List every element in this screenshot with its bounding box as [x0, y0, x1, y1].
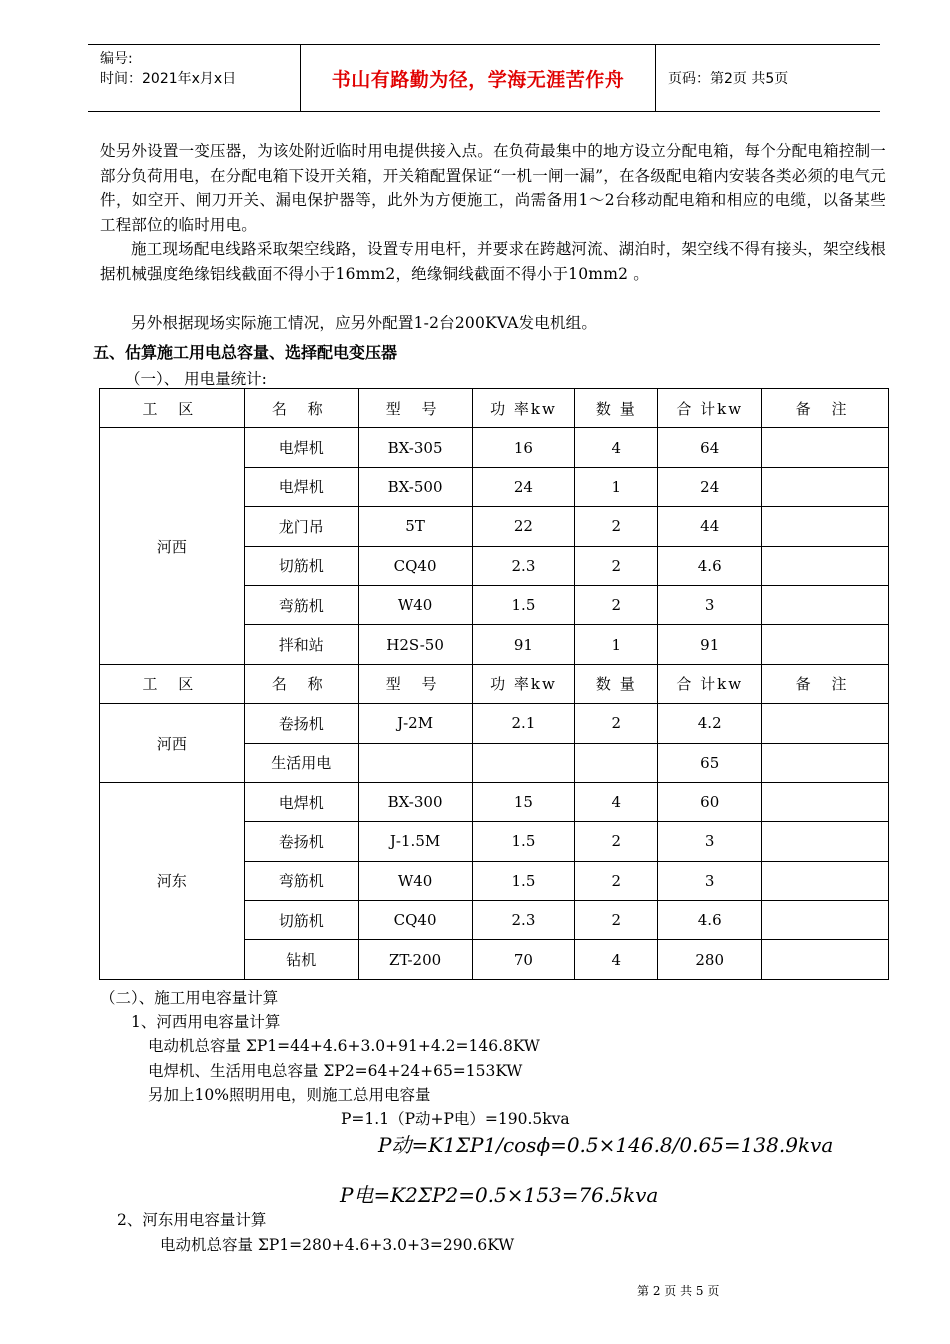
table-cell: 1.5	[472, 861, 575, 900]
table-cell	[762, 782, 889, 821]
header-cell: 备 注	[762, 664, 889, 703]
table-cell	[762, 901, 889, 940]
header-cell: 功 率kw	[472, 389, 575, 428]
table-cell	[762, 625, 889, 664]
table-row	[100, 782, 889, 821]
table-cell: 3	[658, 861, 762, 900]
table-cell: 91	[472, 625, 575, 664]
table-cell	[762, 428, 889, 467]
table-cell	[762, 861, 889, 900]
zone-cell: 河西	[100, 704, 245, 783]
paragraph-1: 处另外设置一变压器，为该处附近临时用电提供接入点。在负荷最集中的地方设立分配电箱，每个分配电箱控制一部分负荷用电，在分配电箱下设开关箱，开关箱配置保证“一机一闸一漏”，在各级配电箱内安装各类必须的电气元件，如空开、闸刀开关、漏电保护器等，此外为方便施工，尚需备用1～2台移动配电箱和相应的电缆，以备某些工程部位的临时用电。	[100, 142, 886, 234]
table-cell: J-2M	[358, 704, 472, 743]
table-row	[100, 428, 889, 467]
table-cell: 24	[472, 467, 575, 506]
table-cell	[762, 743, 889, 782]
table-cell: 15	[472, 782, 575, 821]
table-cell: BX-305	[358, 428, 472, 467]
table-cell: 2	[575, 546, 658, 585]
table-cell: 钻机	[244, 940, 358, 979]
table-cell: 5T	[358, 507, 472, 546]
header-meta	[88, 45, 300, 111]
table-cell	[762, 940, 889, 979]
table-cell	[762, 546, 889, 585]
table-header-row	[100, 389, 889, 428]
table-cell: 2	[575, 585, 658, 624]
table-cell: 4	[575, 940, 658, 979]
table-cell: 2	[575, 901, 658, 940]
table-cell: 16	[472, 428, 575, 467]
section-title: 五、估算施工用电总容量、选择配电变压器	[93, 343, 398, 362]
calc-item-hexi: 1、河西用电容量计算	[131, 1013, 281, 1031]
time-label: 时间：2021年x月x日	[100, 71, 237, 87]
table-cell	[762, 467, 889, 506]
table-cell: 24	[658, 467, 762, 506]
table-cell: 280	[658, 940, 762, 979]
calc-line-total: P=1.1（P动+P电）=190.5kva	[341, 1110, 570, 1128]
table-cell	[762, 585, 889, 624]
table-cell: 2	[575, 822, 658, 861]
table-cell: 22	[472, 507, 575, 546]
sub-title-calculation: （二）、施工用电容量计算	[100, 989, 279, 1007]
table-cell: 电焊机	[244, 782, 358, 821]
table-cell	[762, 507, 889, 546]
table-cell: 3	[658, 585, 762, 624]
table-cell: 1.5	[472, 822, 575, 861]
table-cell: 弯筋机	[244, 861, 358, 900]
table-cell: 卷扬机	[244, 822, 358, 861]
formula-electric: P电=K2ΣP2=0.5×153=76.5kva	[340, 1183, 659, 1207]
header-cell: 工 区	[100, 664, 245, 703]
table-cell: 2	[575, 861, 658, 900]
power-usage-table	[99, 388, 889, 980]
table-cell: CQ40	[358, 901, 472, 940]
table-cell: 2	[575, 704, 658, 743]
header-cell: 合 计kw	[658, 389, 762, 428]
table-cell: 60	[658, 782, 762, 821]
table-cell: 4	[575, 428, 658, 467]
formula-motor: P动=K1ΣP1/cosϕ=0.5×146.8/0.65=138.9kva	[378, 1133, 834, 1157]
header-cell: 名 称	[244, 664, 358, 703]
table-cell	[762, 822, 889, 861]
page-footer: 第 2 页 共 5 页	[637, 1284, 720, 1298]
number-label: 编号:	[100, 51, 133, 67]
table-cell: 龙门吊	[244, 507, 358, 546]
table-cell	[472, 743, 575, 782]
zone-cell: 河西	[100, 428, 245, 664]
table-cell: J-1.5M	[358, 822, 472, 861]
calc-line-motor-total-hedong: 电动机总容量 ΣP1=280+4.6+3.0+3=290.6KW	[160, 1236, 515, 1254]
table-cell: 2	[575, 507, 658, 546]
table-cell: 电焊机	[244, 428, 358, 467]
table-cell	[358, 743, 472, 782]
header-cell: 数 量	[575, 389, 658, 428]
table-cell: H2S-50	[358, 625, 472, 664]
header-cell: 名 称	[244, 389, 358, 428]
table-cell: 切筋机	[244, 901, 358, 940]
sub-title-statistics: （一）、 用电量统计:	[125, 370, 267, 388]
table-cell: 44	[658, 507, 762, 546]
table-cell: 1.5	[472, 585, 575, 624]
table-cell: 4.6	[658, 901, 762, 940]
table-cell: 4.6	[658, 546, 762, 585]
table-cell: 生活用电	[244, 743, 358, 782]
calc-item-hedong: 2、河东用电容量计算	[117, 1211, 267, 1229]
calc-line-lighting: 另加上10%照明用电，则施工总用电容量	[148, 1086, 431, 1104]
table-cell: BX-300	[358, 782, 472, 821]
table-cell: ZT-200	[358, 940, 472, 979]
table-cell: 卷扬机	[244, 704, 358, 743]
header-cell: 型 号	[358, 389, 472, 428]
header-cell: 型 号	[358, 664, 472, 703]
table-row	[100, 704, 889, 743]
page-header	[88, 44, 880, 112]
table-cell: CQ40	[358, 546, 472, 585]
table-cell	[762, 704, 889, 743]
header-cell: 数 量	[575, 664, 658, 703]
table-cell: 1	[575, 467, 658, 506]
header-cell: 工 区	[100, 389, 245, 428]
table-cell: 4.2	[658, 704, 762, 743]
table-cell: 拌和站	[244, 625, 358, 664]
header-page-label: 页码：第2页 共5页	[668, 71, 789, 87]
calc-line-welder-total: 电焊机、生活用电总容量 ΣP2=64+24+65=153KW	[148, 1062, 523, 1080]
table-cell: W40	[358, 861, 472, 900]
table-cell: 91	[658, 625, 762, 664]
header-motto: 书山有路勤为径，学海无涯苦作舟	[300, 45, 656, 111]
table-cell: 2.3	[472, 901, 575, 940]
table-cell: 2.3	[472, 546, 575, 585]
table-cell: 65	[658, 743, 762, 782]
table-cell: 2.1	[472, 704, 575, 743]
header-cell: 功 率kw	[472, 664, 575, 703]
table-cell: 70	[472, 940, 575, 979]
table-cell: 64	[658, 428, 762, 467]
header-cell: 备 注	[762, 389, 889, 428]
zone-cell: 河东	[100, 782, 245, 979]
table-cell: 3	[658, 822, 762, 861]
table-cell: 弯筋机	[244, 585, 358, 624]
table-cell: 切筋机	[244, 546, 358, 585]
table-cell: 1	[575, 625, 658, 664]
table-cell: 4	[575, 782, 658, 821]
paragraph-2: 施工现场配电线路采取架空线路，设置专用电杆，并要求在跨越河流、湖泊时，架空线不得有接头，架空线根据机械强度绝缘铝线截面不得小于16mm2，绝缘铜线截面不得小于10mm2 。	[100, 240, 886, 283]
table-header-row	[100, 664, 889, 703]
table-cell: W40	[358, 585, 472, 624]
calc-line-motor-total: 电动机总容量 ΣP1=44+4.6+3.0+91+4.2=146.8KW	[148, 1037, 540, 1055]
table-cell: 电焊机	[244, 467, 358, 506]
table-cell	[575, 743, 658, 782]
header-cell: 合 计kw	[658, 664, 762, 703]
paragraph-3: 另外根据现场实际施工情况，应另外配置1-2台200KVA发电机组。	[131, 314, 598, 332]
table-cell: BX-500	[358, 467, 472, 506]
